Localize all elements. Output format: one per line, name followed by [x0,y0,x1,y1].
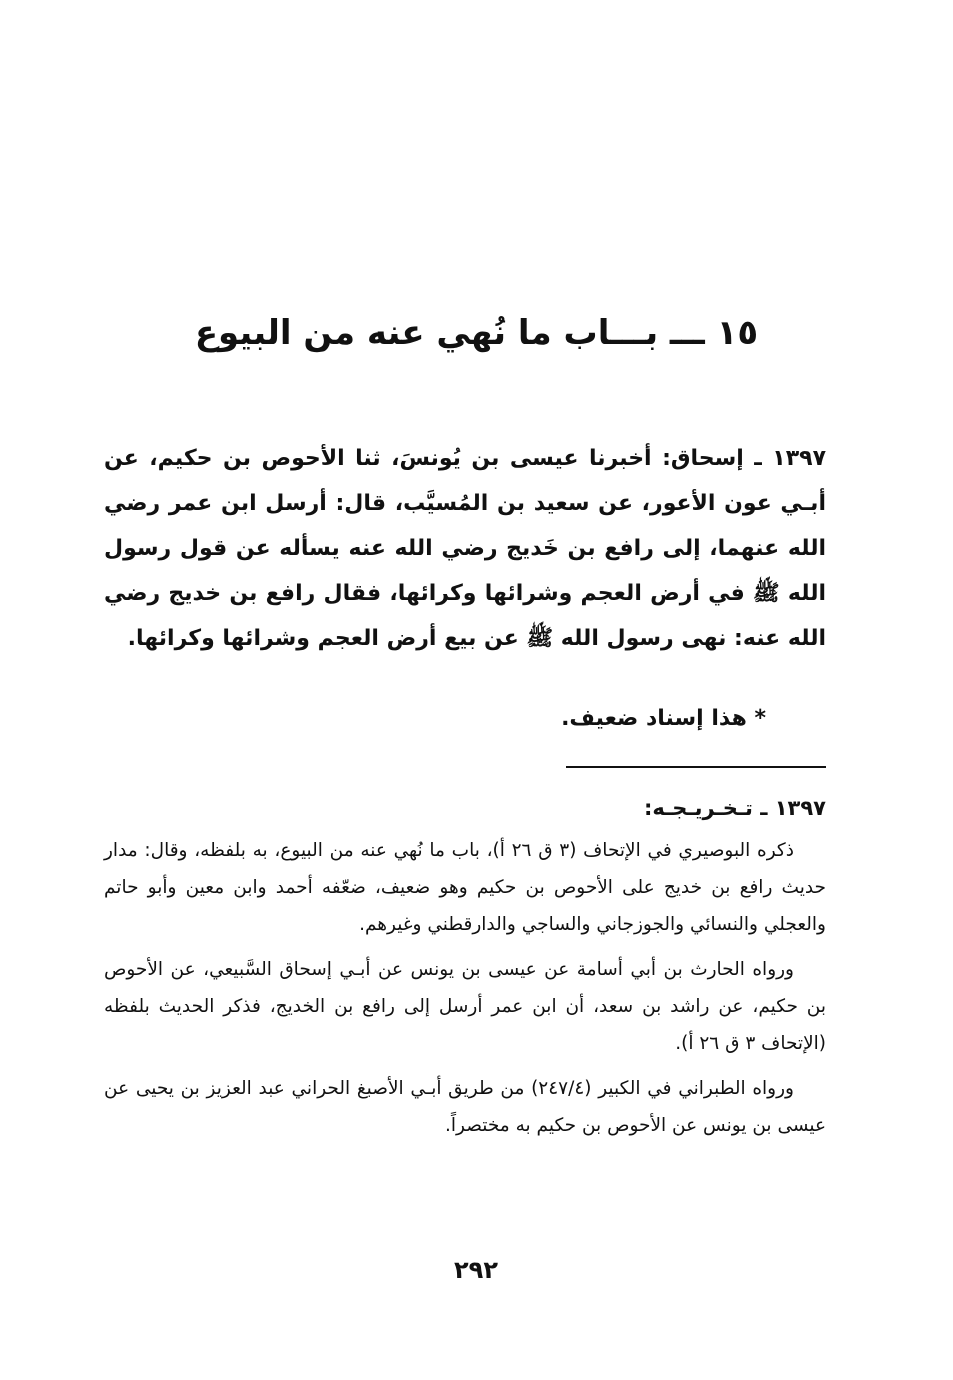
footnote-divider [566,766,826,768]
footnote-body [104,832,826,1152]
footnote-paragraph: ذكره البوصيري في الإتحاف (٣ ق ٢٦ أ)، باب ما نُهي عنه من البيوع، به بلفظه، وقال: مدار حديث رافع بن خديج على الأحوص بن حكيم وهو ضعيف، ضعّفه أحمد وابن معين وأبو حاتم والعجلي والنسائي والجوزجاني والساجي والدارقطني وغيرهم. [104,840,826,935]
footnote-paragraph: ورواه الحارث بن أبي أسامة عن عيسى بن يونس عن أبـي إسحاق السَّبيعي، عن الأحوص بن حكيم، عن راشد بن سعد، أن ابن عمر أرسل إلى رافع بن الخديج، فذكر الحديث بلفظه (الإتحاف ٣ ق ٢٦ أ). [104,959,826,1054]
hadith-text: ١٣٩٧ ـ إسحاق: أخبرنا عيسى بن يُونسَ، ثنا الأحوص بن حكيم، عن أبـي عون الأعور، عن سعيد بن المُسيَّب، قال: أرسل ابن عمر رضي الله عنهما، إلى رافع بن خَديج رضي الله عنه يسأله عن قول رسول الله ﷺ في أرض العجم وشرائها وكرائها، فقال رافع بن خديج رضي الله عنه: نهى رسول الله ﷺ عن بيع أرض العجم وشرائها وكرائها. [104,446,826,651]
hadith-grading: * هذا إسناد ضعيف. [561,706,766,731]
footnote-heading: ١٣٩٧ ـ تـخـريـجـه: [643,796,826,820]
footnote-paragraph: ورواه الطبراني في الكبير (٢٤٧/٤) من طريق أبـي الأصبغ الحراني عبد العزيز بن يحيى عن عيسى بن يونس عن الأحوص بن حكيم به مختصراً. [104,1078,826,1136]
chapter-title: ١٥ ـــ بـــاب ما نُهي عنه من البيوع [194,313,759,353]
page-number: ٢٩٢ [454,1256,498,1284]
